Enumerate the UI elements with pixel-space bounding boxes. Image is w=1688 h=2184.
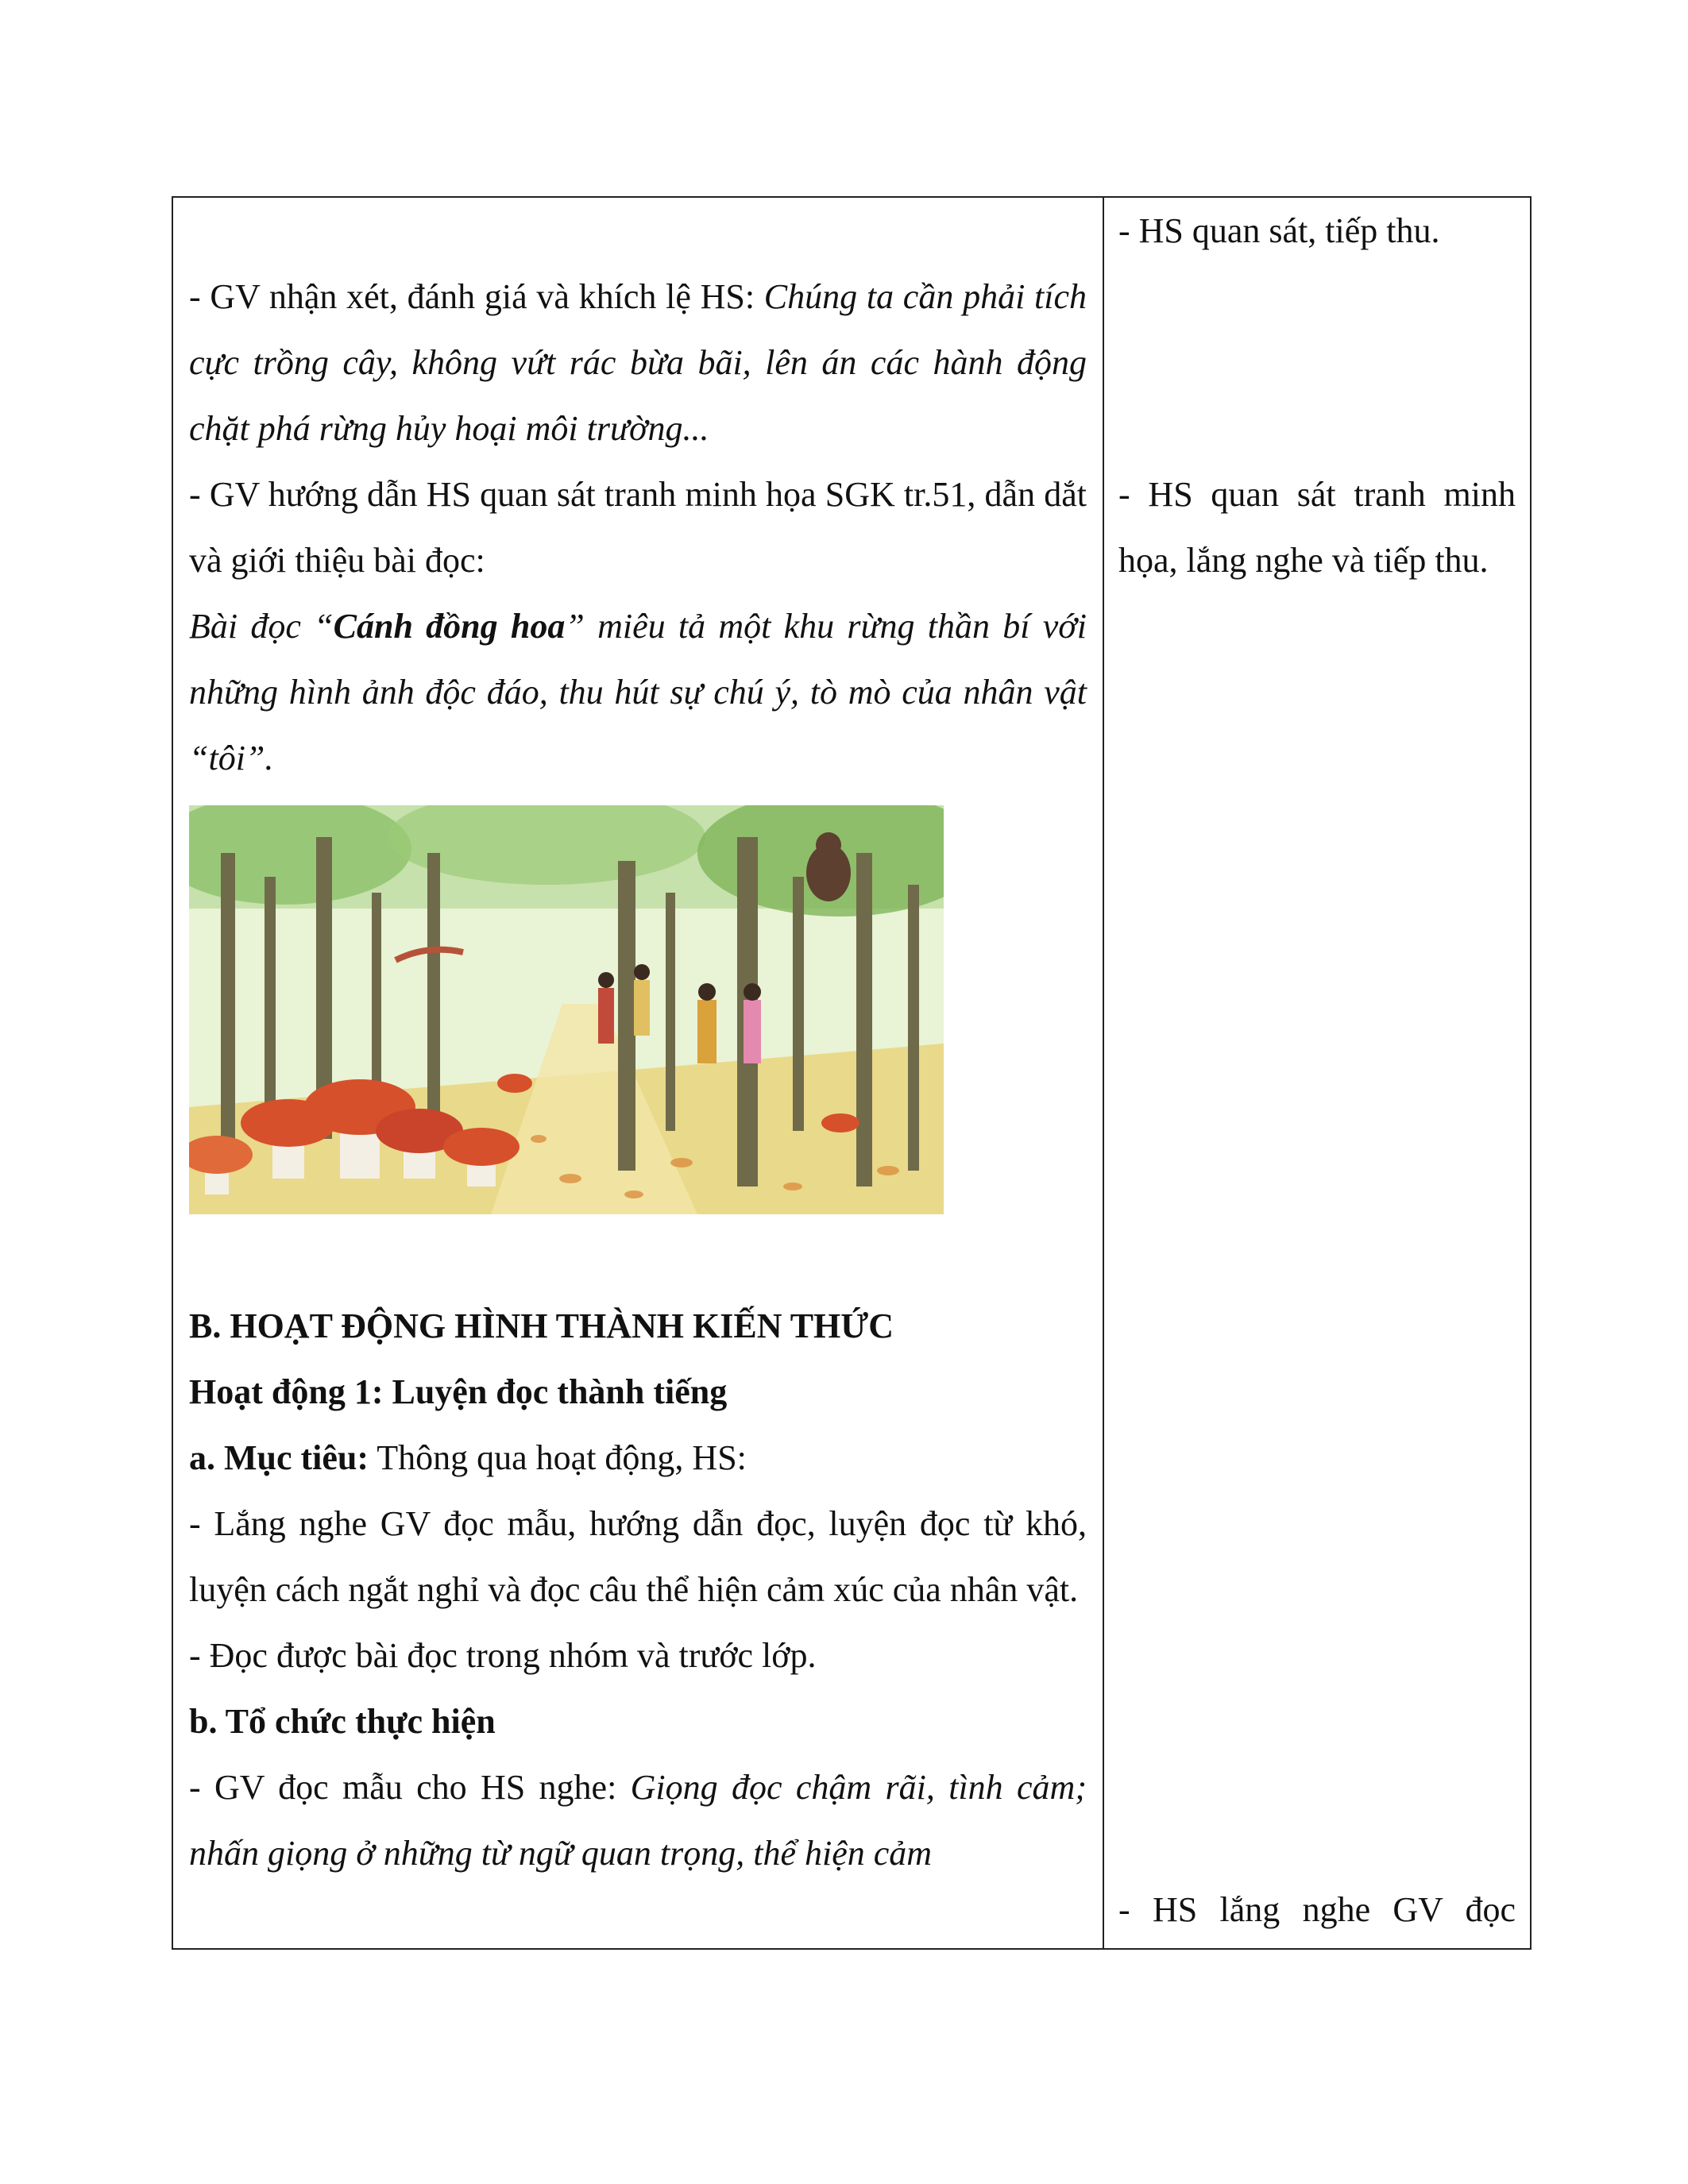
teacher-reading-paragraph: - GV đọc mẫu cho HS nghe: Giọng đọc chậm rãi, tình cảm; nhấn giọng ở những từ ngữ quan trọng, thể hiện cảm bbox=[189, 1768, 1087, 1873]
student-response-2: - HS quan sát tranh minh họa, lắng nghe và tiếp thu. bbox=[1118, 475, 1516, 580]
objective-bullet-2: - Đọc được bài đọc trong nhóm và trước lớp. bbox=[189, 1636, 817, 1675]
teacher-guide-paragraph: - GV hướng dẫn HS quan sát tranh minh họa SGK tr.51, dẫn dắt và giới thiệu bài đọc: bbox=[189, 475, 1087, 580]
student-activity-column bbox=[1118, 198, 1516, 1948]
section-heading: B. HOẠT ĐỘNG HÌNH THÀNH KIẾN THỨC bbox=[189, 1306, 894, 1345]
student-response-1: - HS quan sát, tiếp thu. bbox=[1118, 211, 1440, 250]
lesson-table bbox=[172, 196, 1532, 1950]
forest-illustration bbox=[189, 805, 944, 1214]
teacher-activity-column bbox=[189, 198, 1087, 1886]
objective-line: a. Mục tiêu: Thông qua hoạt động, HS: bbox=[189, 1438, 747, 1477]
teacher-feedback-paragraph: - GV nhận xét, đánh giá và khích lệ HS: Chúng ta cần phải tích cực trồng cây, không vứt rác bừa bãi, lên án các hành động chặt phá rừng hủy hoại môi trường... bbox=[189, 277, 1087, 448]
column-divider bbox=[1103, 198, 1104, 1948]
reading-title: Cánh đồng hoa bbox=[333, 607, 566, 646]
organization-heading: b. Tổ chức thực hiện bbox=[189, 1702, 496, 1741]
activity-heading: Hoạt động 1: Luyện đọc thành tiếng bbox=[189, 1372, 728, 1411]
student-response-3: - HS lắng nghe GV đọc bbox=[1118, 1890, 1516, 1929]
reading-intro-paragraph: Bài đọc “Cánh đồng hoa” miêu tả một khu rừng thần bí với những hình ảnh độc đáo, thu hút sự chú ý, tò mò của nhân vật “tôi”. bbox=[189, 607, 1087, 778]
objective-bullet-1: - Lắng nghe GV đọc mẫu, hướng dẫn đọc, luyện đọc từ khó, luyện cách ngắt nghỉ và đọc câu thể hiện cảm xúc của nhân vật. bbox=[189, 1504, 1087, 1609]
